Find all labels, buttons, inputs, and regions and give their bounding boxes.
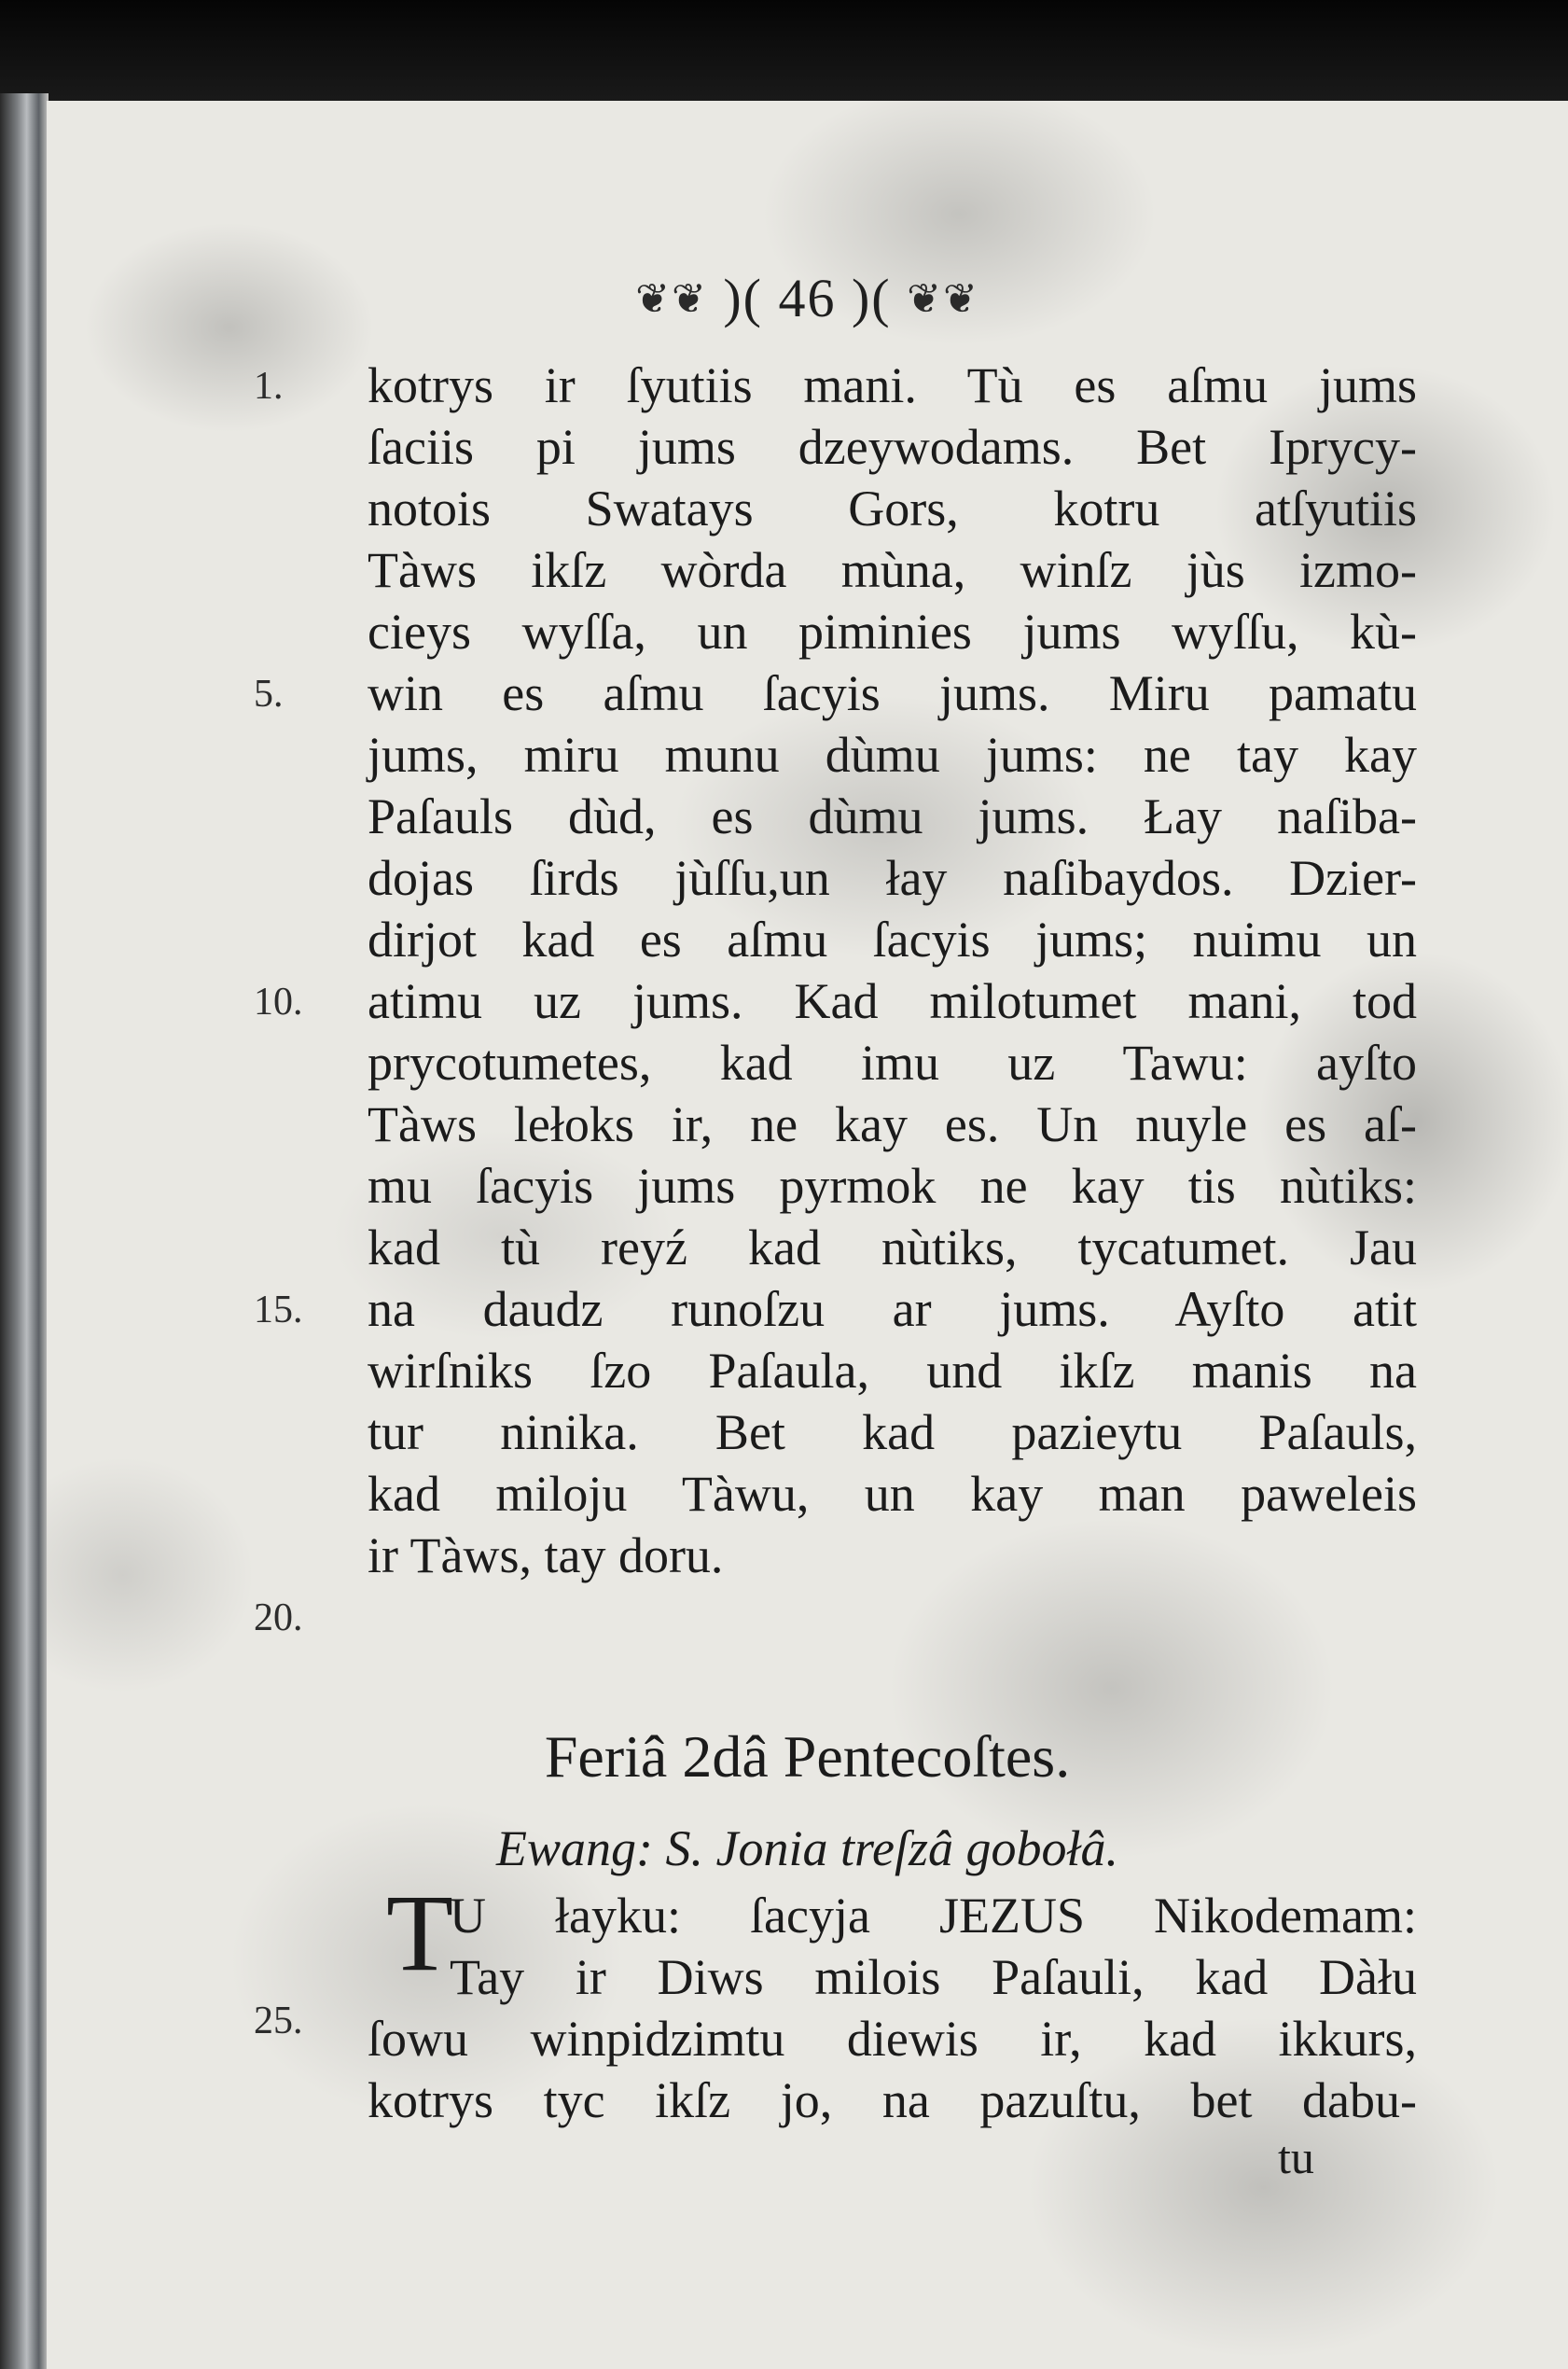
- text-line: prycotumetes, kad imu uz Tawu: ayſto: [368, 1035, 1417, 1091]
- ornament-left-icon: ❦❦: [635, 276, 708, 322]
- text-line: cieys wyſſa, un piminies jums wyſſu, kù-: [368, 604, 1417, 660]
- text-line: Tay ir Diws milois Paſauli, kad Dàłu: [450, 1949, 1417, 2005]
- text-line: kotrys ir ſyutiis mani. Tù es aſmu jums: [368, 357, 1417, 413]
- book-spine-edge: [0, 93, 49, 2369]
- line-number: 1.: [254, 365, 284, 408]
- line-number: 15.: [254, 1289, 303, 1331]
- text-line: win es aſmu ſacyis jums. Miru pamatu: [368, 665, 1417, 721]
- text-line: ſowu winpidzimtu diewis ir, kad ikkurs,: [368, 2011, 1417, 2067]
- text-line: kad tù reyź kad nùtiks, tycatumet. Jau: [368, 1219, 1417, 1275]
- page-header: [47, 267, 1568, 329]
- text-line: mu ſacyis jums pyrmok ne kay tis nùtiks:: [368, 1158, 1417, 1214]
- drop-cap: T: [386, 1872, 454, 1994]
- section-title: Feriâ 2dâ Pentecoſtes.: [544, 1723, 1071, 1790]
- page-number: )( 46 )(: [723, 268, 892, 328]
- top-shadow: [0, 0, 1568, 103]
- text-line: ſaciis pi jums dzeywodams. Bet Iprycy-: [368, 419, 1417, 475]
- text-line: Tàws ikſz wòrda mùna, winſz jùs izmo-: [368, 542, 1417, 598]
- book-page: [47, 101, 1568, 2369]
- text-line: dirjot kad es aſmu ſacyis jums; nuimu un: [368, 912, 1417, 968]
- text-line: ir Tàws, tay doru.: [368, 1527, 724, 1583]
- section-subtitle: Ewang: S. Jonia treſzâ gobołâ.: [496, 1820, 1118, 1876]
- text-line: atimu uz jums. Kad milotumet mani, tod: [368, 973, 1417, 1029]
- text-line: kad miloju Tàwu, un kay man paweleis: [368, 1466, 1417, 1522]
- catchword: tu: [1278, 2131, 1314, 2183]
- line-number: 25.: [254, 2000, 303, 2042]
- text-line: Paſauls dùd, es dùmu jums. Łay naſiba-: [368, 788, 1417, 844]
- ornament-right-icon: ❦❦: [907, 276, 979, 322]
- text-line: dojas ſirds jùſſu,un łay naſibaydos. Dzier-: [368, 850, 1417, 906]
- line-number: 10.: [254, 981, 303, 1024]
- text-line: wirſniks ſzo Paſaula, und ikſz manis na: [368, 1343, 1417, 1399]
- text-line: kotrys tyc ikſz jo, na pazuſtu, bet dabu-: [368, 2072, 1417, 2128]
- text-line: U łayku: ſacyja JEZUS Nikodemam:: [450, 1888, 1417, 1944]
- text-line: jums, miru munu dùmu jums: ne tay kay: [368, 727, 1417, 783]
- text-line: tur ninika. Bet kad pazieytu Paſauls,: [368, 1404, 1417, 1460]
- text-line: na daudz runoſzu ar jums. Ayſto atit: [368, 1281, 1417, 1337]
- line-number: 5.: [254, 673, 284, 716]
- text-line: Tàws lełoks ir, ne kay es. Un nuyle es aſ-: [368, 1096, 1417, 1152]
- text-line: notois Swatays Gors, kotru atſyutiis: [368, 481, 1417, 537]
- line-number: 20.: [254, 1596, 303, 1639]
